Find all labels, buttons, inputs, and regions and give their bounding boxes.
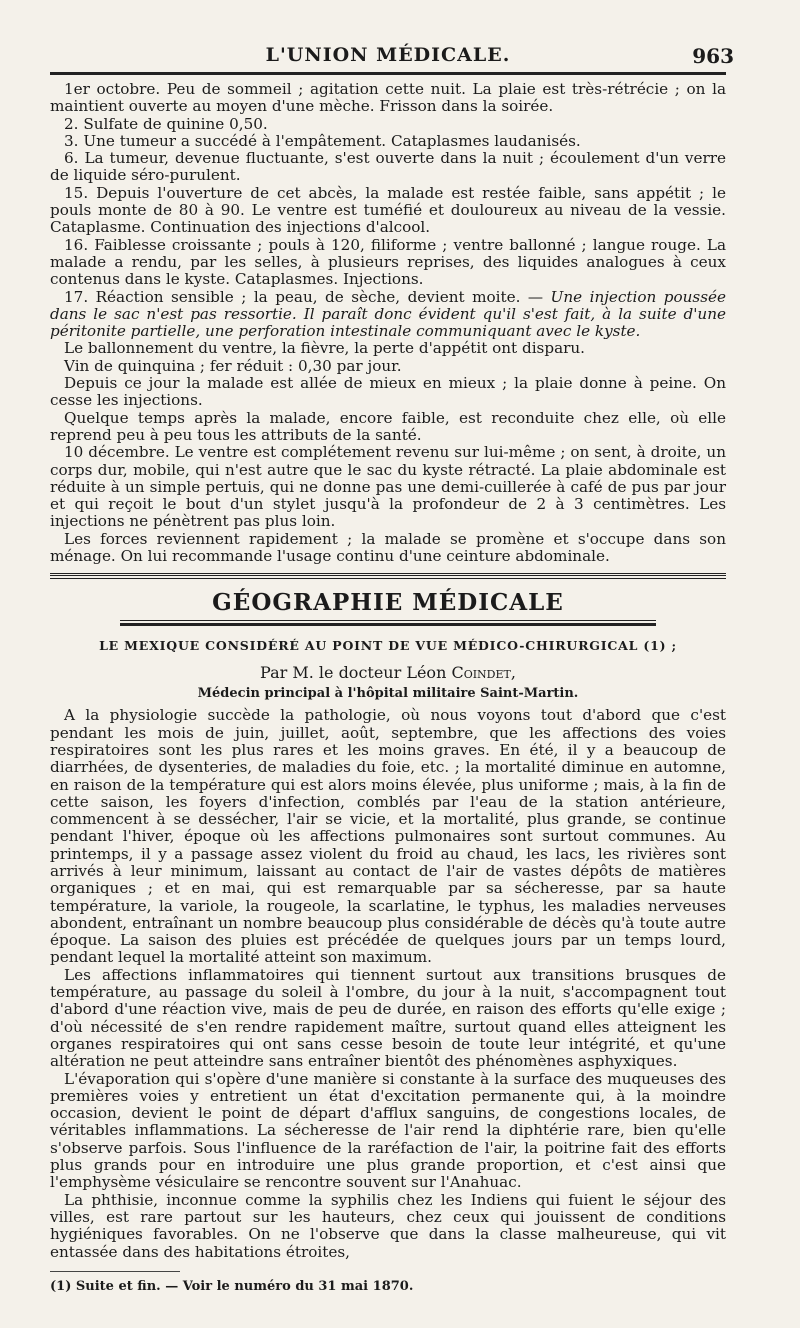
case-notes (50, 81, 726, 340)
page-header (50, 34, 734, 72)
article-paragraph: La phthisie, inconnue comme la syphilis chez les Indiens qui fuient le séjour des villes, est rare partout sur les hauteurs, chez ceux qui jouissent de conditions hygiéniques favorables. On ne l'observe que dans la classe malheureuse, qui vit entassée dans des habitations étroites, (50, 1190, 726, 1261)
followup-note: Vin de quinquina ; fer réduit : 0,30 par jour. (64, 356, 402, 375)
followup-note: 10 décembre. Le ventre est complétement revenu sur lui-même ; on sent, à droite, un corps dur, mobile, qui n'est autre que le sac du kyste rétracté. La plaie abdominale est réduite à un simple pertuis, qui ne donne pas une demi-cuillerée à café de pus par jour et qui reçoit le bout d'un stylet jusqu'à la profondeur de 2 à 3 centimètres. Les injections ne pénètrent pas plus loin. (50, 443, 726, 531)
case-note: 2. Sulfate de quinine 0,50. (64, 114, 268, 133)
byline-suffix: , (510, 663, 516, 683)
article-title: LE MEXIQUE CONSIDÉRÉ AU POINT DE VUE MÉDICO-CHIRURGICAL (1) ; (99, 638, 677, 654)
followup-note: Les forces reviennent rapidement ; la malade se promène et s'occupe dans son ménage. On lui recommande l'usage continu d'une ceinture abdominale. (50, 529, 726, 566)
section-rule-top (50, 573, 726, 579)
case-note: 15. Depuis l'ouverture de cet abcès, la malade est restée faible, sans appétit ; le pouls monte de 80 à 90. Le ventre est tuméfié et douloureux au niveau de la vessie. Cataplasme. Continuation des injections d'alcool. (50, 183, 726, 237)
case-note: 1er octobre. Peu de sommeil ; agitation cette nuit. La plaie est très-rétrécie ; on la maintient ouverte au moyen d'une mèche. Frisson dans la soirée. (50, 80, 726, 116)
case-note: 3. Une tumeur a succédé à l'empâtement. Cataplasmes laudanisés. (64, 131, 581, 150)
article-paragraph: L'évaporation qui s'opère d'une manière si constante à la surface des muqueuses des premières voies y entretient un état d'excitation permanente qui, à la moindre occasion, devient le point de départ d'afflux sanguins, de congestions locales, de véritables inflammations. La sécheresse de l'air rend la diphtérie rare, bien qu'elle s'observe parfois. Sous l'influence de la raréfaction de l'air, la poitrine fait des efforts plus grands pour en introduire une plus grande proportion, et c'est ainsi que l'emphysème vésiculaire se rencontre souvent sur l'Anahuac. (50, 1069, 726, 1192)
case-note-17 (50, 289, 726, 341)
section-rule-bottom (120, 620, 656, 626)
author-surname: Coindet (451, 663, 511, 683)
author-affiliation: Médecin principal à l'hôpital militaire Saint-Martin. (197, 686, 579, 702)
case-note-17-italic: Une injection poussée dans le sac n'est pas ressortie. Il paraît donc évident qu'il s'est fait, à la suite d'une péritonite partielle, une perforation intestinale communiquant avec le kyste. (50, 287, 727, 341)
article-body (50, 707, 726, 1261)
header-rule (50, 72, 726, 75)
case-note-17-lead: 17. Réaction sensible ; la peau, de sèche, devient moite. — (64, 287, 551, 306)
footnote: (1) Suite et fin. — Voir le numéro du 31 mai 1870. (50, 1278, 414, 1294)
followup-notes (50, 340, 726, 565)
section-title: GÉOGRAPHIE MÉDICALE (212, 589, 564, 617)
running-title: L'UNION MÉDICALE. (265, 44, 511, 66)
followup-note: Depuis ce jour la malade est allée de mieux en mieux ; la plaie donne à peine. On cesse les injections. (50, 374, 726, 410)
byline-prefix: Par M. le docteur Léon (260, 663, 452, 683)
followup-note: Quelque temps après la malade, encore faible, est reconduite chez elle, où elle reprend peu à peu tous les attributs de la santé. (50, 408, 726, 444)
footnote-rule (50, 1271, 180, 1272)
byline (50, 663, 726, 682)
case-note: 16. Faiblesse croissante ; pouls à 120, filiforme ; ventre ballonné ; langue rouge. La malade a rendu, par les selles, à plusieurs reprises, des liquides analogues à ceux contenus dans le kyste. Cataplasmes. Injections. (50, 235, 726, 289)
article-paragraph: A la physiologie succède la pathologie, où nous voyons tout d'abord que c'est pendant les mois de juin, juillet, août, septembre, que les affections des voies respiratoires sont les plus rares et les moins graves. En été, il y a beaucoup de diarrhées, de dysenteries, de maladies du foie, etc. ; la mortalité diminue en automne, en raison de la température qui est alors moins élevée, plus uniforme ; mais, à la fin de cette saison, les foyers d'infection, comblés par l'eau de la station antérieure, commencent à se dessécher, l'air se vicie, et la mortalité, plus grande, se continue pendant l'hiver, époque où les affections pulmonaires sont surtout communes. Au printemps, il y a passage assez violent du froid au chaud, les lacs, les rivières sont arrivés à leur minimum, laissant au contact de l'air de vastes dépôts de matières organiques ; et en mai, qui est remarquable par sa sécheresse, par sa haute température, la variole, la rougeole, la scarlatine, le typhus, les maladies nerveuses abondent, entraînant un nombre beaucoup plus considérable de décès qu'à toute autre époque. La saison des pluies est précédée de quelques jours par un temps lourd, pendant lequel la mortalité atteint son maximum. (50, 706, 726, 967)
article-paragraph: Les affections inflammatoires qui tiennent surtout aux transitions brusques de température, au passage du soleil à l'ombre, du jour à la nuit, s'accompagnent tout d'abord d'une réaction vive, mais de peu de durée, en raison des efforts qu'elle exige ; d'où nécessité de s'en rendre rapidement maître, surtout quand elles atteignent les organes respiratoires qui ont sans cesse besoin de toute leur intégrité, et qu'une altération ne peut atteindre sans entraîner bientôt des phénomènes asphyxiques. (50, 965, 726, 1071)
followup-note: Le ballonnement du ventre, la fièvre, la perte d'appétit ont disparu. (64, 339, 585, 358)
case-note: 6. La tumeur, devenue fluctuante, s'est ouverte dans la nuit ; écoulement d'un verre de liquide séro-purulent. (50, 149, 726, 185)
page-number: 963 (692, 44, 734, 68)
